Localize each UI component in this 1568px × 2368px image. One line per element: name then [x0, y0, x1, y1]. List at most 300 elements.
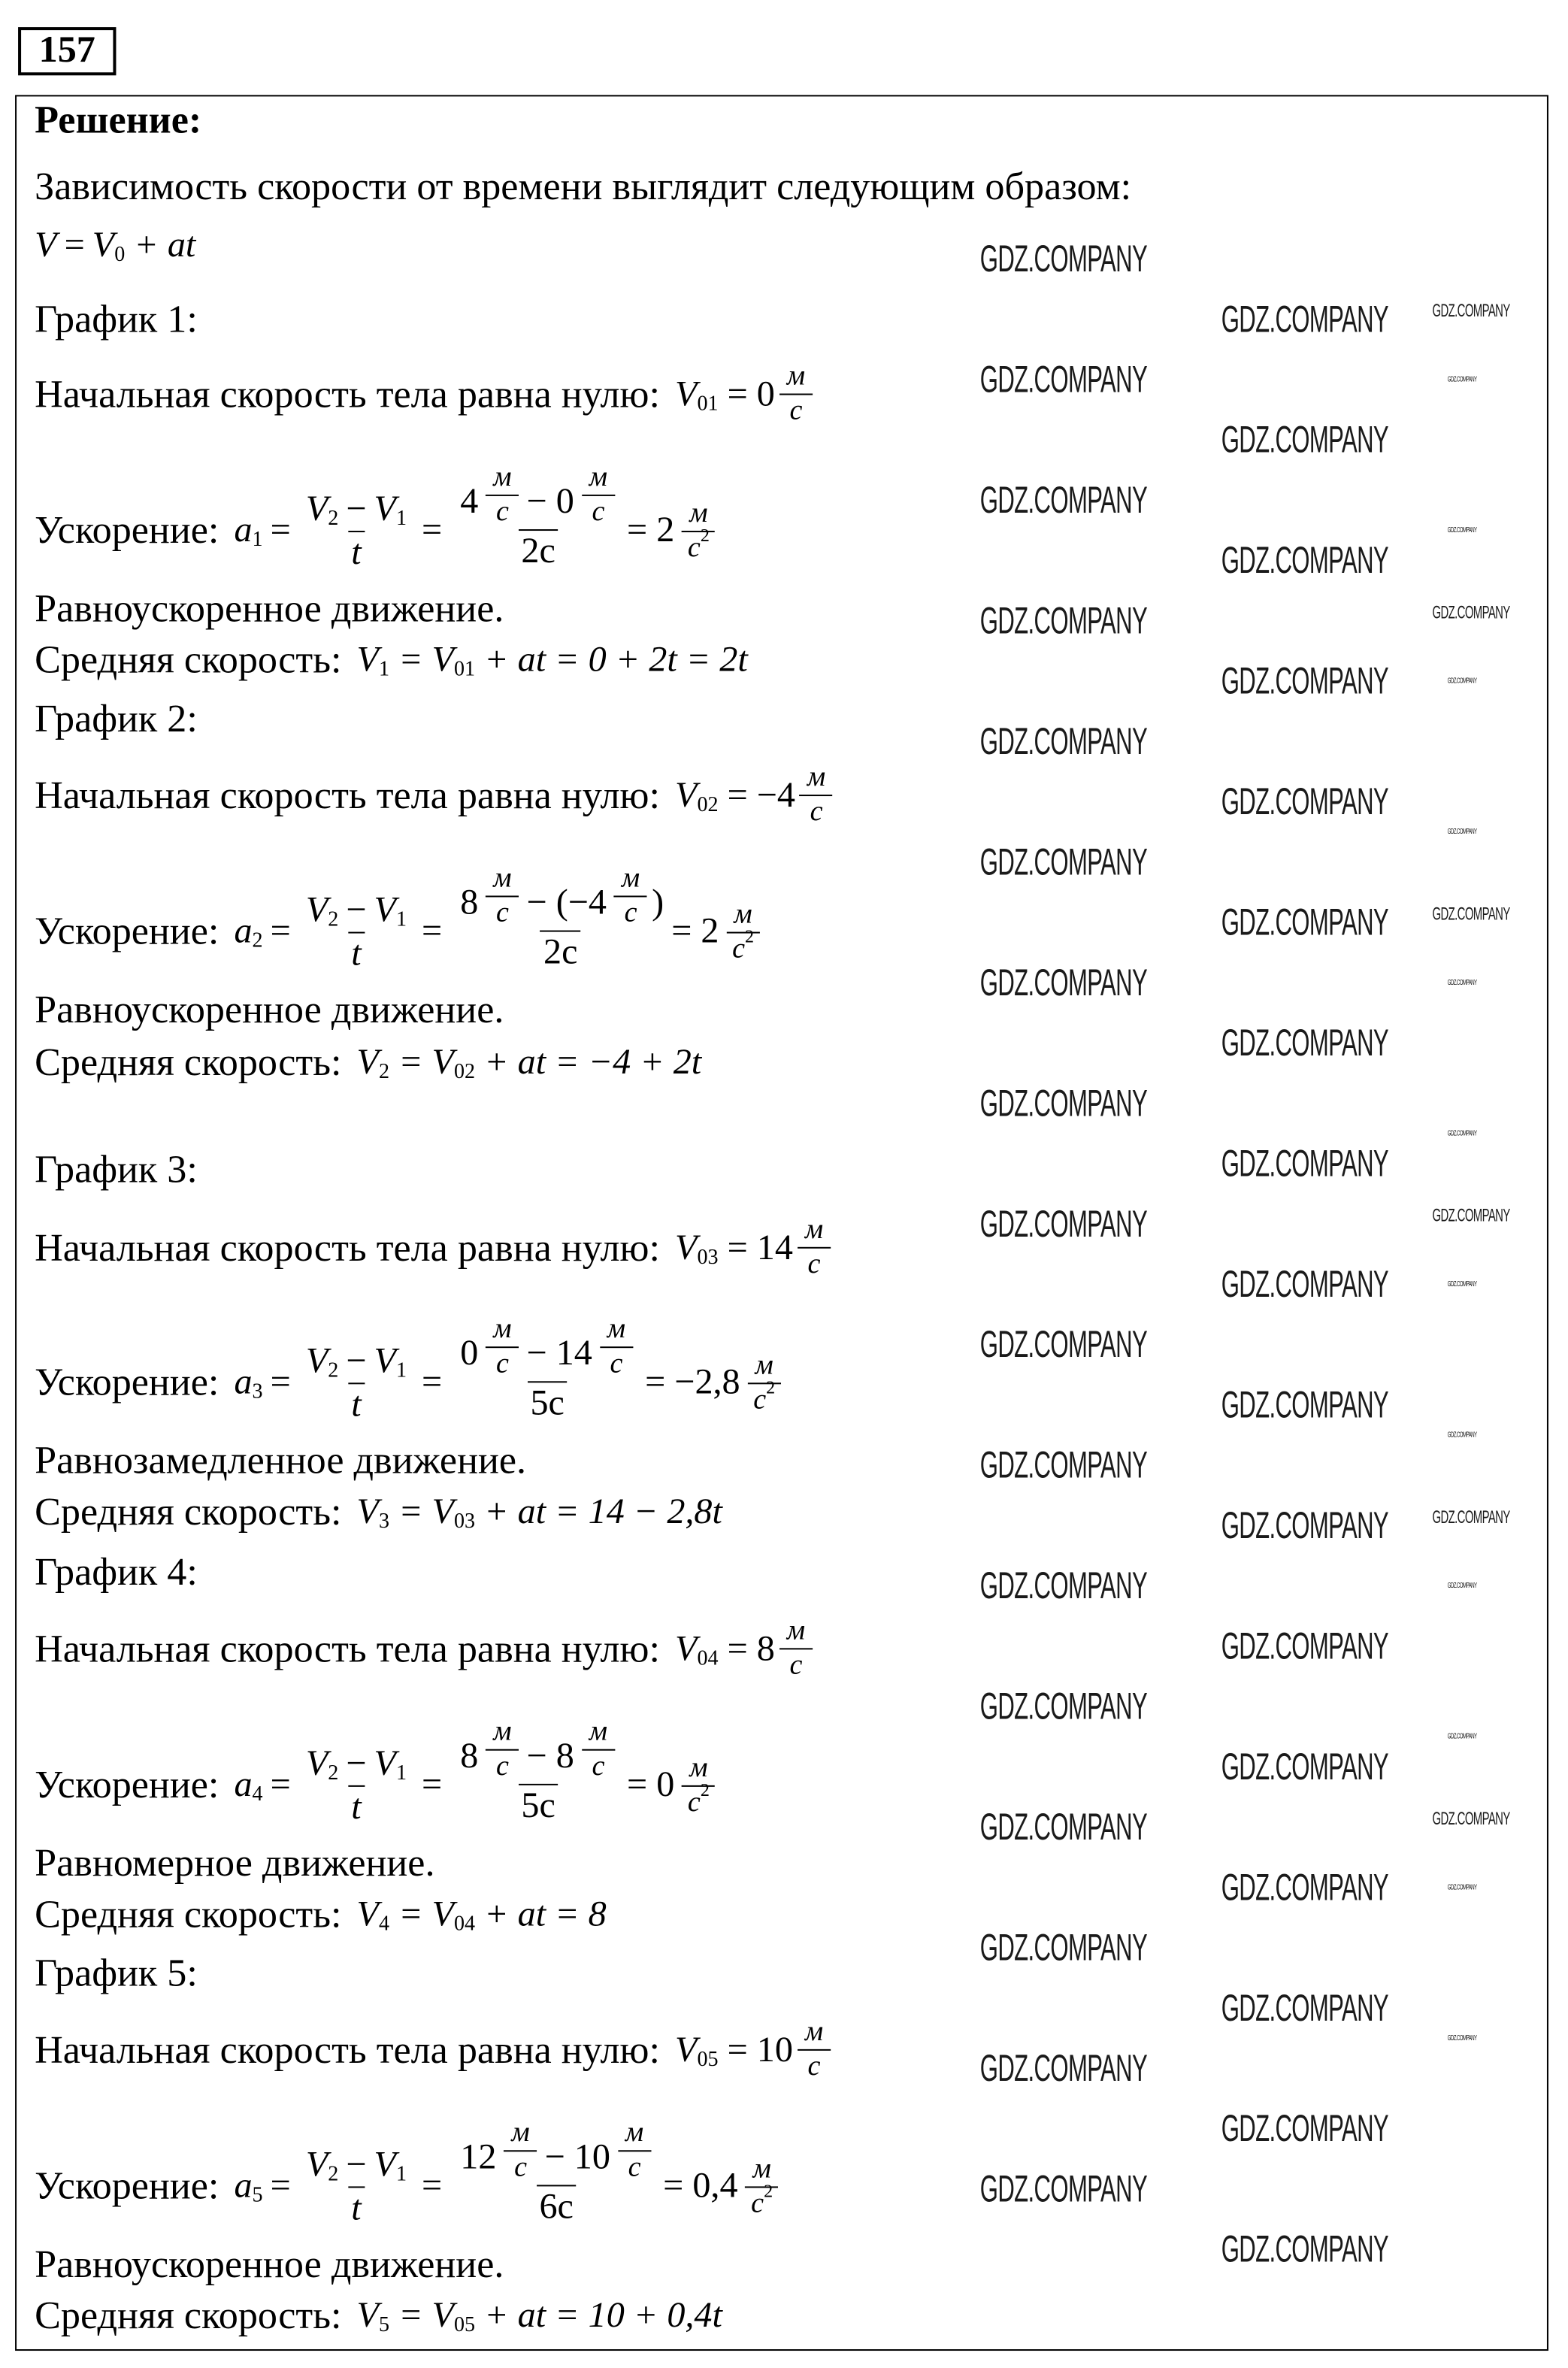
initial-velocity-label: Начальная скорость тела равна нулю:	[35, 1626, 660, 1670]
watermark-small: GDZ.COMPANY	[1432, 1204, 1510, 1226]
v0-symbol: V	[675, 1228, 698, 1267]
velocity-difference-fraction-denominator	[348, 530, 364, 574]
watermark: GDZ.COMPANY	[979, 720, 1148, 763]
a-subscript: 4	[252, 1783, 263, 1806]
watermark: GDZ.COMPANY	[979, 1083, 1148, 1125]
watermark: GDZ.COMPANY	[1221, 1987, 1389, 2030]
acceleration-fraction-numerator	[454, 862, 667, 930]
unit-denominator	[682, 1778, 715, 1819]
unit-denominator	[779, 1648, 813, 1682]
avg-mid: = V	[398, 2296, 454, 2336]
unit-denominator	[582, 495, 615, 529]
eq-sign: =	[270, 2167, 291, 2206]
v1-sub: 1	[395, 1761, 407, 1785]
unit-m: м	[493, 1715, 512, 1748]
velocity-difference-fraction-denominator	[348, 931, 364, 975]
v0-subscript: 01	[697, 392, 719, 416]
section-heading: График 5:	[35, 1951, 198, 1995]
v1-symbol: V	[374, 1341, 396, 1381]
v2-symbol: V	[305, 1341, 328, 1381]
watermark: GDZ.COMPANY	[1221, 1384, 1389, 1427]
velocity-difference-fraction	[303, 889, 410, 974]
unit-m: м	[786, 1615, 806, 1647]
watermark-tiny: GDZ.COMPANY	[1447, 828, 1477, 837]
avg-subscript: 1	[378, 659, 390, 682]
a-subscript: 1	[252, 529, 263, 553]
numerator-term: − 8	[526, 1737, 574, 1776]
v2-symbol: V	[305, 2145, 328, 2185]
unit-denominator	[600, 1346, 633, 1381]
watermark: GDZ.COMPANY	[979, 841, 1148, 884]
unit-numerator	[798, 1214, 831, 1247]
v1-sub: 1	[395, 2163, 407, 2186]
acceleration-fraction	[454, 1716, 622, 1827]
unit-numerator	[682, 1752, 715, 1785]
unit-denominator	[618, 2150, 651, 2185]
a-symbol: a	[234, 2167, 253, 2206]
formula-sub: 0	[114, 244, 126, 268]
watermark: GDZ.COMPANY	[1221, 660, 1389, 703]
unit-m: м	[804, 2015, 824, 2048]
watermark: GDZ.COMPANY	[979, 1324, 1148, 1367]
unit-denominator	[800, 795, 833, 829]
avg-subscript-2: 01	[453, 659, 476, 682]
v0-subscript: 03	[697, 1246, 719, 1269]
avg-rest: + at = 0 + 2t = 2t	[484, 640, 748, 680]
watermark: GDZ.COMPANY	[979, 479, 1148, 522]
unit-denominator	[779, 394, 813, 428]
a-symbol: a	[234, 912, 253, 952]
unit-numerator	[614, 862, 647, 895]
unit-denominator	[504, 2150, 537, 2185]
acceleration-label: Ускорение:	[35, 909, 219, 953]
avg-rest: + at = 14 − 2,8t	[484, 1492, 722, 1532]
unit-s: с	[789, 395, 803, 427]
unit-power: 2	[745, 925, 755, 946]
avg-mid: = V	[398, 1492, 454, 1532]
unit-numerator	[618, 2117, 651, 2150]
watermark: GDZ.COMPANY	[1221, 2108, 1389, 2151]
section-heading: График 2:	[35, 696, 198, 740]
avg-symbol: V	[356, 1895, 379, 1935]
velocity-difference-fraction-numerator	[303, 488, 410, 530]
unit-numerator	[779, 1615, 813, 1648]
numerator-term: 8	[460, 883, 479, 923]
avg-subscript-2: 02	[453, 1061, 476, 1085]
unit-power: 2	[766, 1376, 776, 1397]
watermark-tiny: GDZ.COMPANY	[1447, 1582, 1477, 1591]
watermark-small: GDZ.COMPANY	[1432, 1506, 1510, 1528]
a-subscript: 3	[252, 1381, 263, 1404]
eq-sign: =	[422, 912, 443, 952]
initial-velocity-line	[35, 1615, 817, 1682]
numerator-term: − 10	[544, 2138, 610, 2178]
watermark: GDZ.COMPANY	[979, 359, 1148, 401]
avg-mid: = V	[398, 1895, 454, 1935]
numerator-term: − (−4	[526, 883, 607, 923]
unit-fraction	[798, 1214, 831, 1282]
acceleration-fraction-numerator	[454, 2117, 658, 2185]
acceleration-label: Ускорение:	[35, 1762, 219, 1806]
acceleration-fraction-denominator	[518, 529, 558, 573]
average-velocity-label: Средняя скорость:	[35, 1489, 342, 1534]
unit-s: с	[732, 932, 746, 964]
unit-s: с	[496, 1750, 509, 1782]
unit-denominator	[486, 1749, 519, 1784]
unit-denominator	[582, 1749, 615, 1784]
watermark-small: GDZ.COMPANY	[1432, 601, 1510, 623]
watermark: GDZ.COMPANY	[1221, 781, 1389, 824]
acceleration-line	[35, 2117, 783, 2242]
unit-m: м	[589, 1715, 608, 1748]
watermark-tiny: GDZ.COMPANY	[1447, 1732, 1477, 1742]
v0-subscript: 04	[697, 1647, 719, 1670]
unit-m: м	[493, 461, 512, 493]
unit-fraction	[748, 1349, 781, 1416]
watermark-tiny: GDZ.COMPANY	[1447, 1883, 1477, 1893]
denominator: 6с	[539, 2188, 574, 2227]
velocity-difference-fraction-denominator	[348, 2185, 364, 2229]
v0-value: = −4	[727, 775, 795, 816]
time-symbol: t	[351, 1385, 362, 1425]
unit-s: с	[496, 897, 509, 929]
eq-sign: =	[422, 510, 443, 551]
initial-velocity-label: Начальная скорость тела равна нулю:	[35, 1225, 660, 1269]
avg-subscript-2: 04	[453, 1913, 476, 1936]
v2-sub: 2	[328, 2163, 339, 2186]
unit-s: с	[807, 2050, 821, 2083]
acceleration-line	[35, 862, 764, 987]
section-heading: График 4:	[35, 1549, 198, 1594]
unit-fraction	[727, 898, 760, 965]
unit-numerator	[800, 762, 833, 795]
watermark: GDZ.COMPANY	[979, 238, 1148, 281]
v1-symbol: V	[374, 2145, 396, 2185]
v1-sub: 1	[395, 507, 407, 531]
watermark: GDZ.COMPANY	[1221, 1504, 1389, 1547]
watermark: GDZ.COMPANY	[1221, 1625, 1389, 1668]
v2-symbol: V	[305, 1743, 328, 1783]
unit-fraction	[682, 1752, 715, 1819]
acceleration-label: Ускорение:	[35, 1360, 219, 1404]
unit-s: с	[753, 1383, 767, 1416]
unit-numerator	[486, 862, 519, 895]
unit-s: с	[496, 1348, 509, 1380]
watermark-tiny: GDZ.COMPANY	[1447, 1129, 1477, 1139]
watermark: GDZ.COMPANY	[979, 1444, 1148, 1487]
v0-subscript: 02	[697, 794, 719, 817]
acceleration-fraction	[454, 862, 667, 974]
v0-symbol: V	[675, 1629, 698, 1669]
watermark: GDZ.COMPANY	[979, 1806, 1148, 1849]
v0-symbol: V	[675, 374, 698, 414]
unit-fraction	[486, 462, 519, 529]
unit-numerator	[779, 360, 813, 393]
unit-denominator	[746, 2179, 779, 2220]
unit-s: с	[807, 1248, 821, 1280]
numerator-tail: )	[652, 883, 664, 923]
motion-type: Равномерное движение.	[35, 1841, 435, 1885]
unit-fraction	[798, 2016, 831, 2084]
v2-symbol: V	[305, 890, 328, 930]
unit-power: 2	[700, 524, 710, 546]
unit-numerator	[486, 1313, 519, 1346]
avg-subscript: 3	[378, 1510, 390, 1534]
watermark: GDZ.COMPANY	[979, 2168, 1148, 2211]
unit-fraction	[746, 2152, 779, 2220]
acceleration-fraction-numerator	[454, 462, 622, 529]
unit-denominator	[682, 524, 715, 565]
avg-subscript: 2	[378, 1061, 390, 1085]
watermark: GDZ.COMPANY	[1221, 1263, 1389, 1307]
v1-symbol: V	[374, 489, 396, 529]
velocity-difference-fraction-numerator	[303, 2143, 410, 2185]
unit-numerator	[600, 1313, 633, 1346]
motion-type: Равноускоренное движение.	[35, 2242, 504, 2286]
acceleration-result: = −2,8	[645, 1363, 740, 1403]
watermark-tiny: GDZ.COMPANY	[1447, 1431, 1477, 1440]
average-velocity-line	[35, 1490, 722, 1535]
average-velocity-line	[35, 1892, 607, 1937]
denominator: 5с	[521, 1786, 555, 1827]
general-formula	[35, 223, 195, 268]
average-velocity-label: Средняя скорость:	[35, 637, 342, 682]
avg-symbol: V	[356, 640, 379, 680]
unit-s: с	[592, 1750, 605, 1782]
watermark: GDZ.COMPANY	[979, 600, 1148, 643]
unit-s: с	[624, 897, 637, 929]
unit-numerator	[798, 2016, 831, 2049]
v0-value: = 10	[727, 2030, 793, 2070]
watermark: GDZ.COMPANY	[979, 1203, 1148, 1246]
watermark-small: GDZ.COMPANY	[1432, 300, 1510, 322]
unit-m: м	[511, 2117, 530, 2149]
motion-type: Равноускоренное движение.	[35, 586, 504, 631]
initial-velocity-line	[35, 1214, 835, 1282]
watermark-tiny: GDZ.COMPANY	[1447, 2033, 1477, 2043]
unit-m: м	[807, 761, 826, 794]
unit-m: м	[752, 2152, 771, 2185]
acceleration-fraction-denominator	[518, 1784, 558, 1827]
unit-numerator	[582, 1716, 615, 1749]
eq-sign: =	[270, 510, 291, 551]
v0-subscript: 05	[697, 2048, 719, 2071]
unit-numerator	[486, 462, 519, 495]
unit-s: с	[687, 1785, 701, 1818]
v1-symbol: V	[374, 890, 396, 930]
watermark: GDZ.COMPANY	[979, 2047, 1148, 2091]
avg-subscript-2: 03	[453, 1510, 476, 1534]
acceleration-fraction-denominator	[527, 1381, 567, 1425]
unit-numerator	[748, 1349, 781, 1382]
problem-number: 157	[18, 27, 116, 75]
eq-sign: =	[422, 1363, 443, 1403]
velocity-difference-fraction-numerator	[303, 1743, 410, 1785]
denominator: 2с	[543, 933, 578, 973]
average-velocity-label: Средняя скорость:	[35, 1040, 342, 1085]
watermark: GDZ.COMPANY	[1221, 2228, 1389, 2271]
unit-m: м	[493, 1313, 512, 1346]
motion-type: Равноускоренное движение.	[35, 987, 504, 1031]
v1-symbol: V	[374, 1743, 396, 1783]
average-velocity-line	[35, 1040, 701, 1086]
minus-sign: −	[346, 1341, 367, 1381]
eq-sign: =	[422, 2167, 443, 2206]
unit-fraction	[614, 862, 647, 930]
velocity-difference-fraction	[303, 1340, 410, 1425]
unit-fraction	[582, 462, 615, 529]
solution-title: Решение:	[35, 98, 202, 142]
initial-velocity-line	[35, 2016, 835, 2084]
avg-symbol: V	[356, 2296, 379, 2336]
unit-s: с	[496, 495, 509, 528]
watermark: GDZ.COMPANY	[1221, 1746, 1389, 1788]
watermark-tiny: GDZ.COMPANY	[1447, 375, 1477, 385]
motion-type: Равнозамедленное движение.	[35, 1438, 527, 1482]
v2-sub: 2	[328, 507, 339, 531]
watermark-small: GDZ.COMPANY	[1432, 903, 1510, 925]
v2-sub: 2	[328, 1359, 339, 1382]
minus-sign: −	[346, 890, 367, 930]
watermark-small: GDZ.COMPANY	[1432, 1807, 1510, 1830]
v1-sub: 1	[395, 1359, 407, 1382]
unit-s: с	[628, 2151, 641, 2184]
unit-s: с	[687, 531, 701, 564]
a-symbol: a	[234, 1765, 253, 1805]
numerator-term: − 0	[526, 482, 574, 522]
unit-m: м	[755, 1349, 773, 1381]
watermark: GDZ.COMPANY	[979, 961, 1148, 1004]
watermark: GDZ.COMPANY	[979, 1685, 1148, 1728]
acceleration-fraction	[454, 462, 622, 573]
acceleration-fraction	[454, 1313, 640, 1425]
unit-denominator	[486, 895, 519, 930]
acceleration-line	[35, 461, 719, 586]
unit-m: м	[689, 496, 708, 529]
avg-mid: = V	[398, 640, 454, 680]
intro-text: Зависимость скорости от времени выглядит следующим образом:	[35, 164, 1132, 208]
unit-fraction	[486, 1313, 519, 1381]
acceleration-label: Ускорение:	[35, 2164, 219, 2208]
eq-sign: =	[270, 1363, 291, 1403]
acceleration-result: = 0	[627, 1765, 675, 1805]
numerator-term: 12	[460, 2138, 497, 2178]
acceleration-line	[35, 1715, 719, 1841]
unit-fraction	[600, 1313, 633, 1381]
unit-s: с	[610, 1348, 623, 1380]
eq-sign: =	[422, 1765, 443, 1805]
average-velocity-label: Средняя скорость:	[35, 1892, 342, 1936]
unit-numerator	[582, 462, 615, 495]
time-symbol: t	[351, 2188, 362, 2228]
avg-rest: + at = 8	[484, 1895, 607, 1935]
section-heading: График 3:	[35, 1147, 198, 1192]
minus-sign: −	[346, 1743, 367, 1783]
unit-denominator	[798, 2049, 831, 2084]
formula-eq: =	[64, 226, 85, 266]
acceleration-result: = 2	[671, 912, 719, 952]
velocity-difference-fraction-denominator	[348, 1382, 364, 1425]
unit-denominator	[486, 1346, 519, 1381]
avg-rest: + at = −4 + 2t	[484, 1043, 702, 1083]
watermark-tiny: GDZ.COMPANY	[1447, 526, 1477, 536]
watermark: GDZ.COMPANY	[979, 1927, 1148, 1970]
v1-sub: 1	[395, 908, 407, 931]
initial-velocity-label: Начальная скорость тела равна нулю:	[35, 371, 660, 416]
denominator: 2с	[521, 532, 555, 572]
a-symbol: a	[234, 1363, 253, 1403]
unit-s: с	[810, 796, 823, 828]
watermark: GDZ.COMPANY	[1221, 1867, 1389, 1909]
time-symbol: t	[351, 1787, 362, 1827]
avg-subscript: 4	[378, 1913, 390, 1936]
acceleration-fraction-numerator	[454, 1313, 640, 1381]
unit-denominator	[727, 925, 760, 966]
unit-numerator	[504, 2117, 537, 2150]
minus-sign: −	[346, 2145, 367, 2185]
denominator: 5с	[530, 1384, 565, 1424]
acceleration-fraction	[454, 2117, 658, 2228]
unit-m: м	[621, 862, 640, 895]
v0-symbol: V	[675, 775, 698, 816]
time-symbol: t	[351, 934, 362, 974]
eq-sign: =	[270, 912, 291, 952]
v0-value: = 14	[727, 1228, 793, 1267]
watermark-tiny: GDZ.COMPANY	[1447, 978, 1477, 988]
a-subscript: 2	[252, 930, 263, 953]
unit-fraction	[504, 2117, 537, 2185]
watermark: GDZ.COMPANY	[1221, 298, 1389, 341]
v2-symbol: V	[305, 489, 328, 529]
avg-rest: + at = 10 + 0,4t	[484, 2296, 722, 2336]
velocity-difference-fraction-denominator	[348, 1785, 364, 1828]
v2-sub: 2	[328, 1761, 339, 1785]
unit-power: 2	[764, 2179, 773, 2201]
unit-fraction	[486, 1716, 519, 1784]
watermark: GDZ.COMPANY	[1221, 1143, 1389, 1186]
average-velocity-line	[35, 637, 748, 683]
velocity-difference-fraction	[303, 2143, 410, 2229]
unit-fraction	[682, 497, 715, 565]
numerator-term: 0	[460, 1334, 479, 1374]
unit-m: м	[689, 1751, 708, 1783]
unit-fraction	[486, 862, 519, 930]
acceleration-result: = 2	[627, 510, 675, 551]
avg-subscript-2: 05	[453, 2314, 476, 2337]
v2-sub: 2	[328, 908, 339, 931]
acceleration-fraction-denominator	[536, 2185, 576, 2228]
watermark: GDZ.COMPANY	[1221, 540, 1389, 583]
initial-velocity-label: Начальная скорость тела равна нулю:	[35, 2027, 660, 2071]
v0-value: = 8	[727, 1629, 775, 1669]
avg-subscript: 5	[378, 2314, 390, 2337]
initial-velocity-line	[35, 762, 837, 829]
watermark: GDZ.COMPANY	[979, 1565, 1148, 1608]
unit-numerator	[486, 1716, 519, 1749]
minus-sign: −	[346, 489, 367, 529]
unit-fraction	[618, 2117, 651, 2185]
eq-sign: =	[270, 1765, 291, 1805]
watermark: GDZ.COMPANY	[1221, 1022, 1389, 1065]
a-subscript: 5	[252, 2185, 263, 2208]
average-velocity-label: Средняя скорость:	[35, 2293, 342, 2337]
unit-numerator	[746, 2152, 779, 2185]
unit-fraction	[779, 1615, 813, 1682]
unit-denominator	[614, 895, 647, 930]
numerator-term: 4	[460, 482, 479, 522]
numerator-term: − 14	[526, 1334, 592, 1374]
unit-m: м	[804, 1213, 824, 1246]
